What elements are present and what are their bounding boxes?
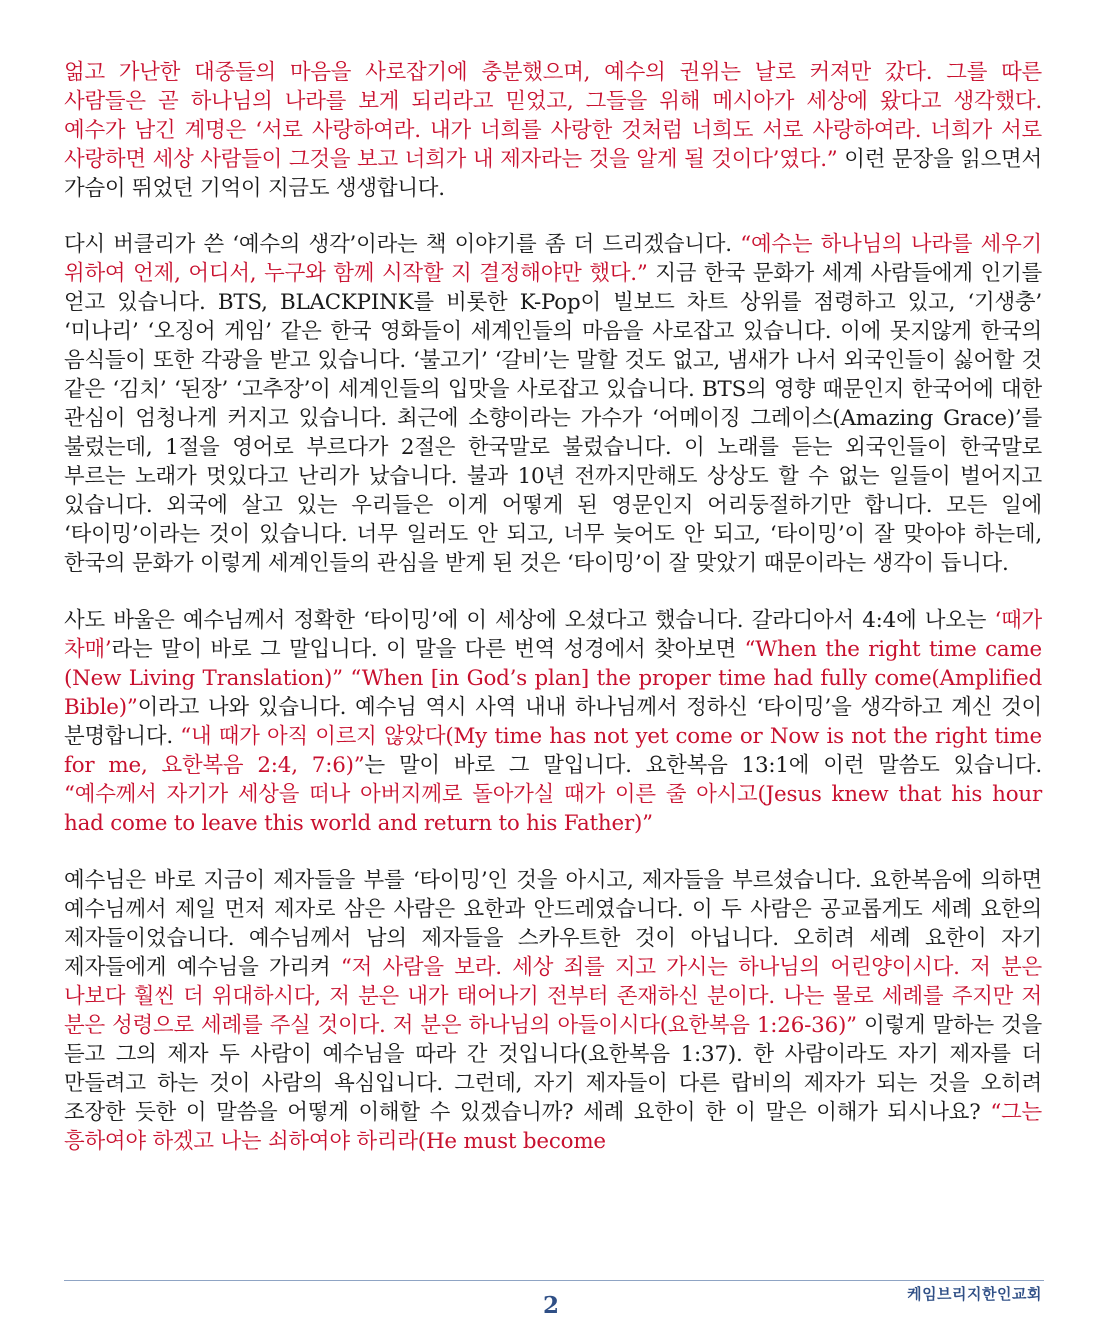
- text-segment: 지금 한국 문화가 세계 사람들에게 인기를 얻고 있습니다. BTS, BLACKPINK를 비롯한 K-Pop이 빌보드 차트 상위를 점령하고 있고, ‘기생충’ ‘미나리’ ‘오징어 게임’ 같은 한국 영화들이 세계인들의 마음을 사로잡고 있습니다. 이에 못지않게 한국의 음식들이 또한 각광을 받고 있습니다. ‘불고기’ ‘갈비’는 말할 것도 없고, 냄새가 나서 외국인들이 싫어할 것 같은 ‘김치’ ‘된장’ ‘고추장’이 세계인들의 입맛을 사로잡고 있습니다. BTS의 영향 때문인지 한국어에 대한 관심이 엄청나게 커지고 있습니다. 최근에 소향이라는 가수가 ‘어메이징 그레이스(Amazing Grace)’를 불렀는데, 1절을 영어로 부르다가 2절은 한국말로 불렀습니다. 이 노래를 듣는 외국인들이 한국말로 부르는 노래가 멋있다고 난리가 났습니다. 불과 10년 전까지만해도 상상도 할 수 없는 일들이 벌어지고 있습니다. 외국에 살고 있는 우리들은 이게 어떻게 된 영문인지 어리둥절하기만 합니다. 모든 일에 ‘타이밍’이라는 것이 있습니다. 너무 일러도 안 되고, 너무 늦어도 안 되고, ‘타이밍’이 잘 맞아야 하는데, 한국의 문화가 이렇게 세계인들의 관심을 받게 된 것은 ‘타이밍’이 잘 맞았기 때문이라는 생각이 듭니다.: [64, 261, 1042, 576]
- quoted-passage: ‘때가 차매’: [64, 608, 1042, 662]
- page-number: 2: [542, 1292, 559, 1319]
- text-segment: 이렇게 말하는 것을 듣고 그의 제자 두 사람이 예수님을 따라 간 것입니다(요한복음 1:37). 한 사람이라도 자기 제자를 더 만들려고 하는 것이 사람의 욕심입니다. 그런데, 자기 제자들이 다른 랍비의 제자가 되는 것을 오히려 조장한 듯한 이 말씀을 어떻게 이해할 수 있겠습니까? 세례 요한이 한 이 말은 이해가 되시나요?: [64, 1013, 1042, 1125]
- quoted-passage: 얾고 가난한 대중들의 마음을 사로잡기에 충분했으며, 예수의 권위는 날로 커져만 갔다. 그를 따른 사람들은 곧 하나님의 나라를 보게 되리라고 믿었고, 그들을 위해 메시아가 세상에 왔다고 생각했다. 예수가 남긴 계명은 ‘서로 사랑하여라. 내가 너희를 사랑한 것처럼 너희도 서로 사랑하여라. 너희가 서로 사랑하면 세상 사람들이 그것을 보고 너희가 내 제자라는 것을 알게 될 것이다’였다.”: [64, 60, 1042, 172]
- church-name: 케임브리지한인교회: [907, 1285, 1042, 1303]
- paragraph-1: [64, 58, 1042, 203]
- text-segment: 는 말이 바로 그 말입니다. 요한복음 13:1에 이런 말씀도 있습니다.: [364, 753, 1042, 778]
- quoted-passage: “저 사람을 보라. 세상 죄를 지고 가시는 하나님의 어린양이시다. 저 분은 나보다 훨씬 더 위대하시다, 저 분은 내가 태어나기 전부터 존재하신 분이다. 나는 물로 세례를 주지만 저 분은 성령으로 세례를 주실 것이다. 저 분은 하나님의 아들이시다(요한복음 1:26-36)”: [64, 955, 1043, 1038]
- quoted-passage: “When the right time came (New Living Translation)” “When [in God’s plan] the proper time had fully come(Amplified Bible)”: [64, 637, 1042, 720]
- text-segment: 라는 말이 바로 그 말입니다. 이 말을 다른 번역 성경에서 찾아보면: [111, 637, 745, 662]
- text-segment: 사도 바울은 예수님께서 정확한 ‘타이밍’에 이 세상에 오셨다고 했습니다. 갈라디아서 4:4에 나오는: [64, 608, 995, 633]
- text-segment: 이런 문장을 읽으면서 가슴이 뛰었던 기억이 지금도 생생합니다.: [64, 147, 1042, 201]
- paragraph-4: [64, 866, 1042, 1156]
- text-segment: 다시 버클리가 쓴 ‘예수의 생각’이라는 책 이야기를 좀 더 드리겠습니다.: [64, 232, 741, 257]
- paragraph-2: [64, 230, 1042, 578]
- body-text: [64, 58, 1042, 1184]
- quoted-passage: “그는 흥하여야 하겠고 나는 쇠하여야 하리라(He must become: [64, 1100, 1042, 1154]
- quoted-passage: “내 때가 아직 이르지 않았다(My time has not yet come or Now is not the right time for me, 요한복음 2:4, 7:6)”: [64, 724, 1042, 778]
- quoted-passage: “예수는 하나님의 나라를 세우기 위하여 언제, 어디서, 누구와 함께 시작할 지 결정해야만 했다.”: [64, 232, 1042, 286]
- quoted-passage: “예수께서 자기가 세상을 떠나 아버지께로 돌아가실 때가 이른 줄 아시고(Jesus knew that his hour had come to leave this world and return to his Father)”: [64, 782, 1042, 836]
- text-segment: 이라고 나와 있습니다. 예수님 역시 사역 내내 하나님께서 정하신 ‘타이밍’을 생각하고 계신 것이 분명합니다.: [64, 695, 1042, 749]
- text-segment: 예수님은 바로 지금이 제자들을 부를 ‘타이밍’인 것을 아시고, 제자들을 부르셨습니다. 요한복음에 의하면 예수님께서 제일 먼저 제자로 삼은 사람은 요한과 안드레였습니다. 이 두 사람은 공교롭게도 세례 요한의 제자들이었습니다. 예수님께서 남의 제자들을 스카우트한 것이 아닙니다. 오히려 세례 요한이 자기 제자들에게 예수님을 가리켜: [64, 868, 1042, 980]
- footer-divider: [64, 1280, 1044, 1281]
- paragraph-3: [64, 606, 1042, 838]
